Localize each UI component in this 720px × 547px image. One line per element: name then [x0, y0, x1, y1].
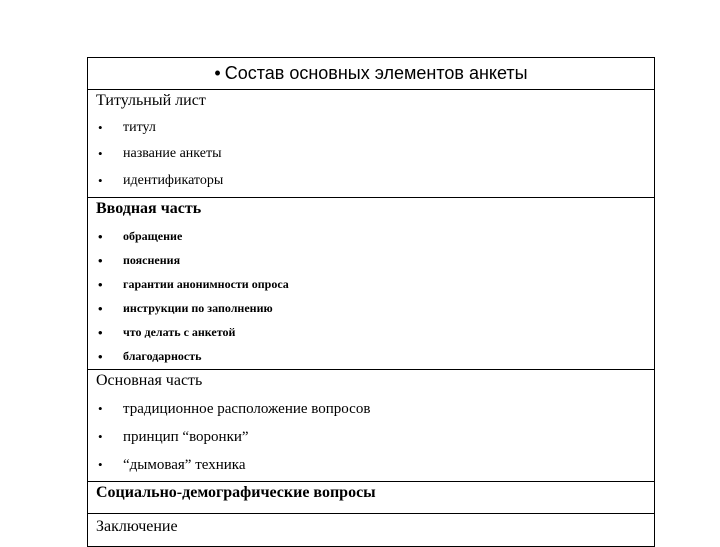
list-item	[88, 229, 654, 249]
section-heading-demographics: Социально-демографические вопросы	[96, 484, 376, 501]
list-item	[88, 325, 654, 345]
list-item	[88, 253, 654, 273]
bullet: •	[98, 401, 103, 416]
list-item-text: “дымовая” техника	[123, 457, 246, 473]
list-item-text: обращение	[123, 229, 183, 243]
title-text: Состав основных элементов анкеты	[224, 63, 528, 83]
bullet: •	[98, 229, 103, 244]
list-item-text: пояснения	[123, 253, 181, 267]
list-item	[88, 349, 654, 369]
bullet: •	[98, 349, 103, 364]
row-divider	[88, 481, 654, 482]
section-heading-intro: Вводная часть	[96, 200, 202, 217]
list-item	[88, 277, 654, 297]
row-divider	[88, 369, 654, 370]
bullet: •	[98, 146, 103, 161]
bullet: •	[98, 120, 103, 135]
table-title	[88, 58, 654, 90]
list-item-text: благодарность	[123, 349, 202, 363]
list-item-text: традиционное расположение вопросов	[123, 401, 371, 417]
bullet: •	[98, 301, 103, 316]
bullet: •	[98, 173, 103, 188]
list-item	[88, 401, 654, 421]
list-item-text: что делать с анкетой	[123, 325, 236, 339]
list-item-text: название анкеты	[123, 146, 222, 161]
list-item	[88, 457, 654, 477]
list-item	[88, 173, 654, 193]
list-item	[88, 120, 654, 140]
bullet: •	[98, 457, 103, 472]
list-item-text: титул	[123, 120, 156, 135]
list-item-text: принцип “воронки”	[123, 429, 249, 445]
list-item-text: идентификаторы	[123, 173, 224, 188]
bullet: •	[98, 325, 103, 340]
row-divider	[88, 197, 654, 198]
questionnaire-structure-table	[87, 57, 655, 547]
title-bullet: •	[214, 63, 221, 83]
list-item-text: гарантии анонимности опроса	[123, 277, 289, 291]
bullet: •	[98, 429, 103, 444]
list-item	[88, 429, 654, 449]
list-item	[88, 146, 654, 166]
list-item	[88, 301, 654, 321]
bullet: •	[98, 277, 103, 292]
section-heading-conclusion: Заключение	[96, 518, 178, 535]
bullet: •	[98, 253, 103, 268]
row-divider	[88, 513, 654, 514]
section-heading-title-page: Титульный лист	[96, 92, 206, 109]
list-item-text: инструкции по заполнению	[123, 301, 273, 315]
section-heading-main: Основная часть	[96, 372, 203, 389]
